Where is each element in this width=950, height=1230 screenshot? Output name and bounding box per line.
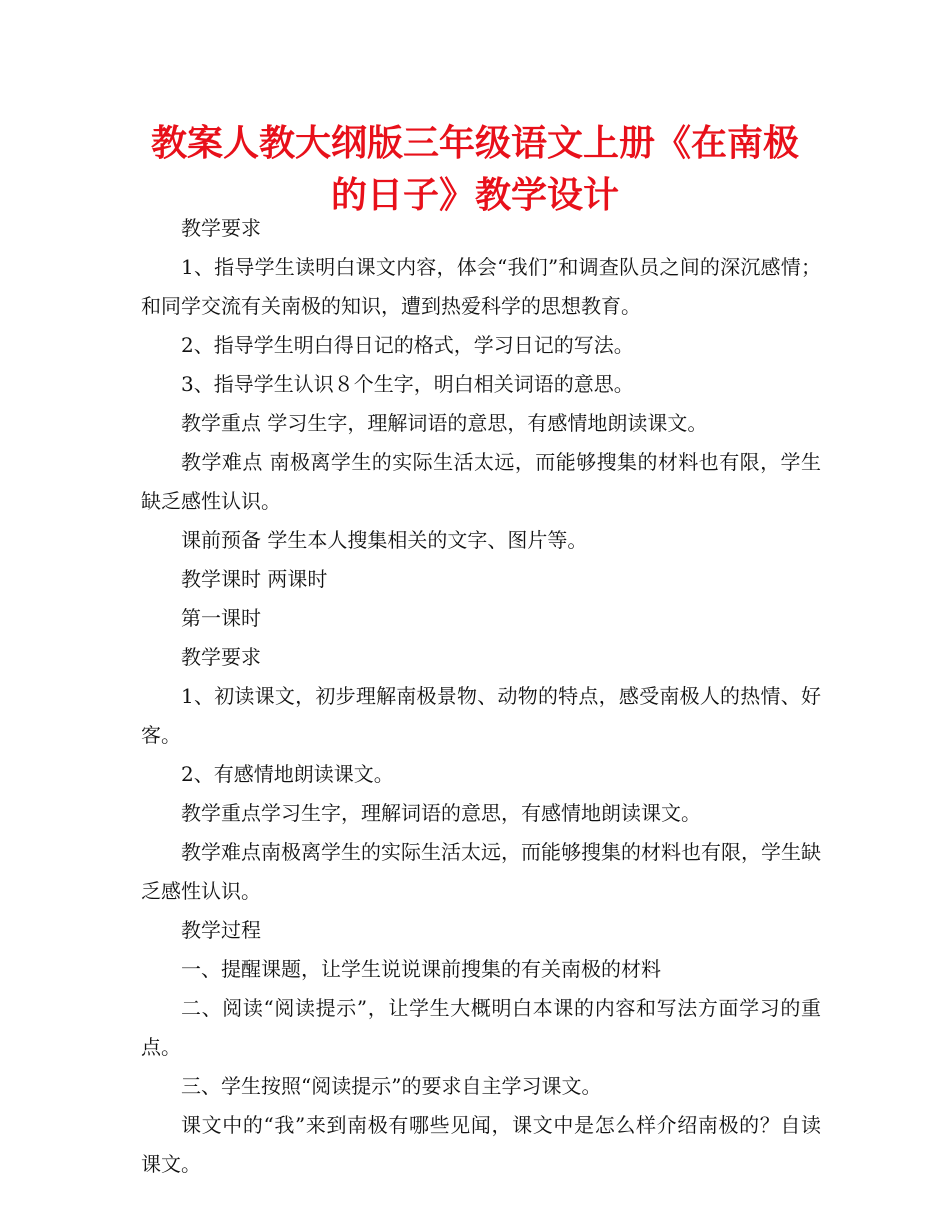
lesson-requirement-2: 2、有感情地朗读课文。 bbox=[181, 762, 394, 786]
heading-teaching-requirements: 教学要求 bbox=[181, 216, 261, 240]
requirement-2: 2、指导学生明白得日记的格式，学习日记的写法。 bbox=[181, 333, 634, 357]
process-step-2: 二、阅读“阅读提示”，让学生大概明白本课的内容和写法方面学习的重点。 bbox=[141, 996, 821, 1059]
class-hours: 教学课时 两课时 bbox=[181, 567, 328, 591]
title-line-2: 的日子》教学设计 bbox=[330, 175, 619, 216]
document-body bbox=[141, 209, 821, 1184]
heading-first-lesson: 第一课时 bbox=[181, 606, 261, 630]
lesson-requirement-1: 1、初读课文，初步理解南极景物、动物的特点，感受南极人的热情、好客。 bbox=[141, 684, 821, 747]
heading-lesson-requirements: 教学要求 bbox=[181, 645, 261, 669]
lesson-difficulty: 教学难点南极离学生的实际生活太远，而能够搜集的材料也有限，学生缺乏感性认识。 bbox=[141, 840, 821, 903]
self-reading-question: 课文中的“我”来到南极有哪些见闻，课文中是怎么样介绍南极的？自读课文。 bbox=[141, 1113, 821, 1176]
heading-teaching-process: 教学过程 bbox=[181, 918, 261, 942]
title-line-1: 教案人教大纲版三年级语文上册《在南极 bbox=[150, 123, 799, 164]
lesson-focus: 教学重点学习生字，理解词语的意思，有感情地朗读课文。 bbox=[181, 801, 701, 825]
teaching-difficulty: 教学难点 南极离学生的实际生活太远，而能够搜集的材料也有限，学生缺乏感性认识。 bbox=[141, 450, 821, 513]
requirement-3: 3、指导学生认识８个生字，明白相关词语的意思。 bbox=[181, 372, 634, 396]
teaching-focus: 教学重点 学习生字，理解词语的意思，有感情地朗读课文。 bbox=[181, 411, 708, 435]
document-title bbox=[100, 118, 850, 222]
requirement-1: 1、指导学生读明白课文内容，体会“我们”和调查队员之间的深沉感情；和同学交流有关南极的知识，遭到热爱科学的思想教育。 bbox=[141, 255, 821, 318]
process-step-1: 一、提醒课题，让学生说说课前搜集的有关南极的材料 bbox=[181, 957, 661, 981]
pre-class-preparation: 课前预备 学生本人搜集相关的文字、图片等。 bbox=[181, 528, 588, 552]
process-step-3: 三、学生按照“阅读提示”的要求自主学习课文。 bbox=[181, 1074, 602, 1098]
